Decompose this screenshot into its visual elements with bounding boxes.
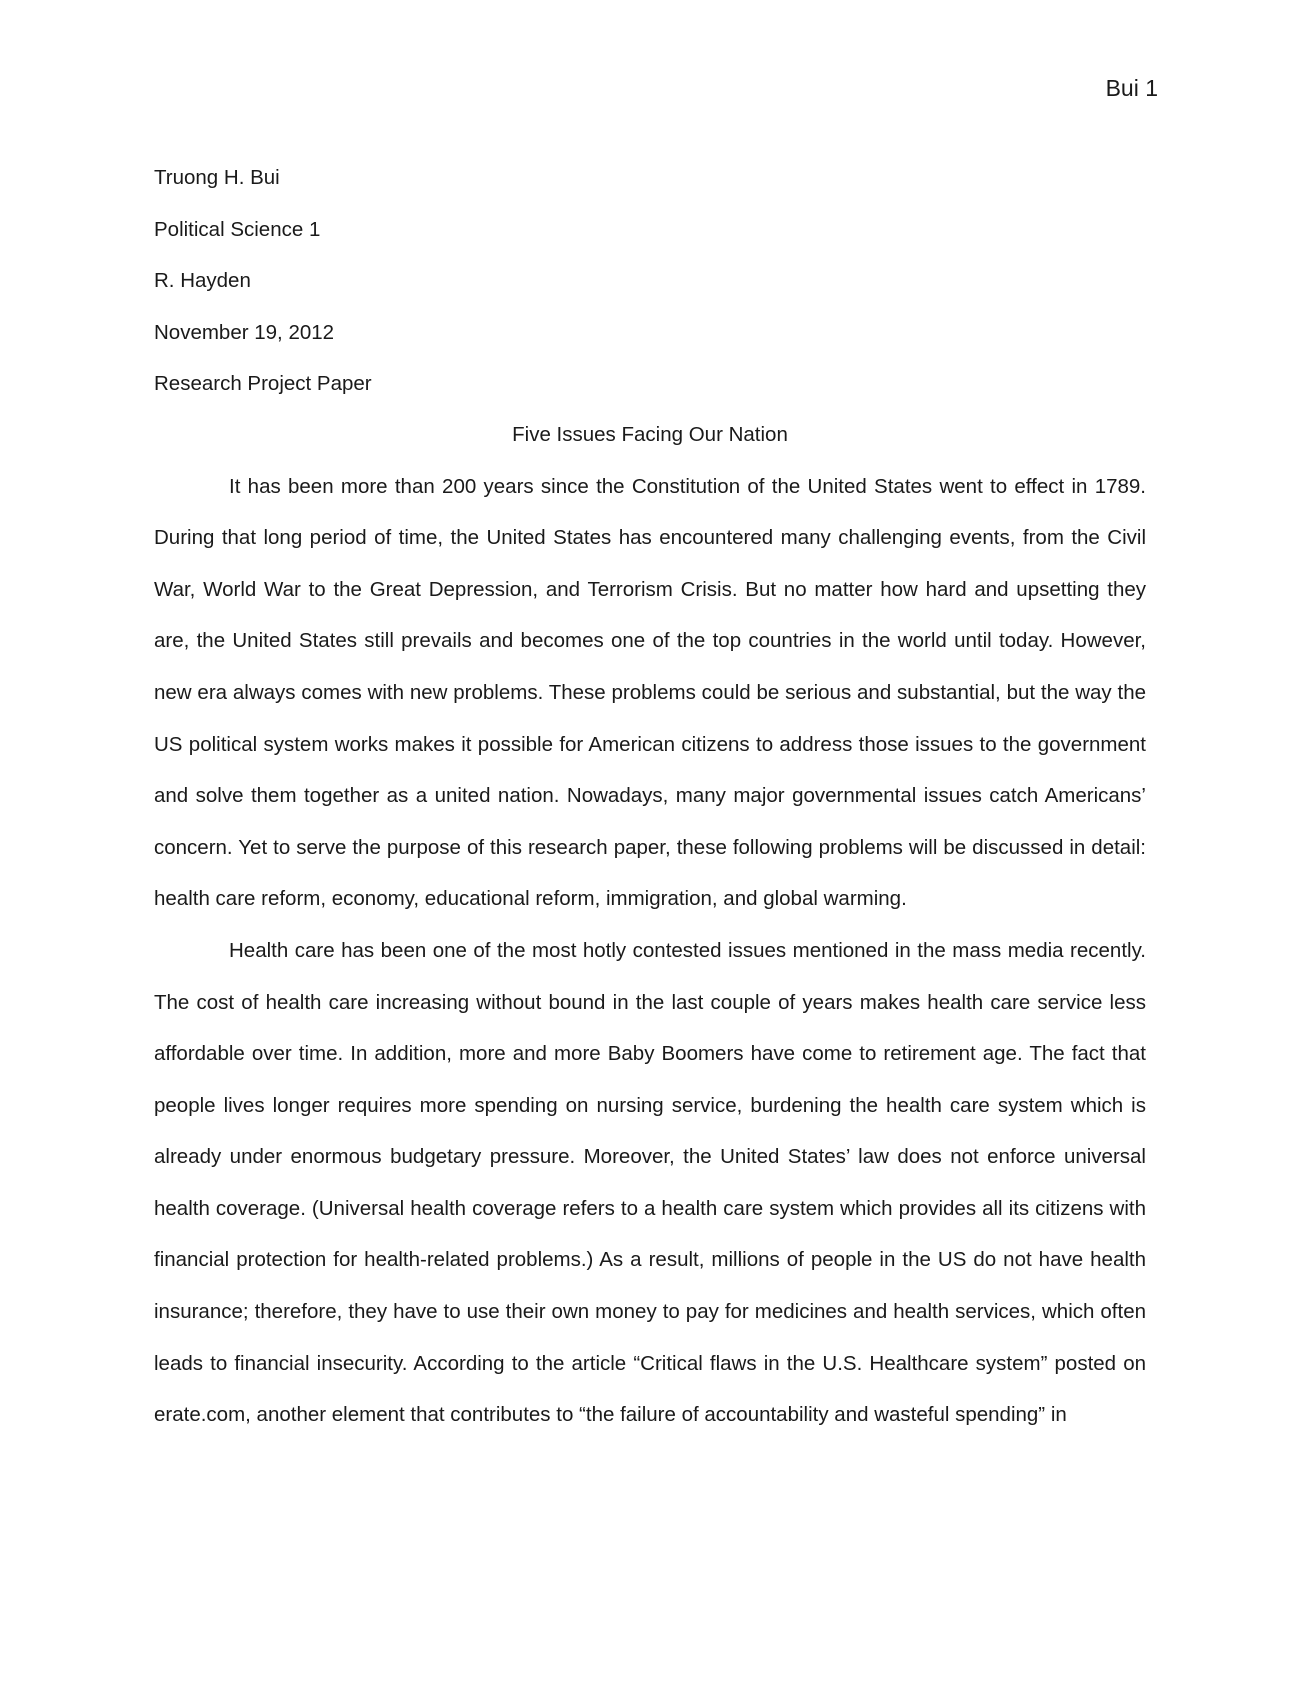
author-name: Truong H. Bui xyxy=(154,166,280,189)
date: November 19, 2012 xyxy=(154,320,335,344)
document-body xyxy=(154,152,1146,1441)
paragraph-health-care: Health care has been one of the most hotly contested issues mentioned in the mass media recently. The cost of health care increasing without bound in the last couple of years makes health care service less affordable over time. In addition, more and more Baby Boomers have come to retirement age. The fact that people lives longer requires more spending on nursing service, burdening the health care system which is already under enormous budgetary pressure. Moreover, the United States’ law does not enforce universal health coverage. (Universal health coverage refers to a health care system which provides all its citizens with financial protection for health-related problems.) As a result, millions of people in the US do not have health insurance; therefore, they have to use their own money to pay for medicines and health services, which often leads to financial insecurity. According to the article “Critical flaws in the U.S. Healthcare system” posted on erate.com, another element that contributes to “the failure of accountability and wasteful spending” in xyxy=(154,938,1146,1427)
running-header-page-number: Bui 1 xyxy=(1105,75,1158,101)
paragraph-introduction: It has been more than 200 years since the Constitution of the United States went to effect in 1789. During that long period of time, the United States has encountered many challenging events, from the Civil War, World War to the Great Depression, and Terrorism Crisis. But no matter how hard and upsetting they are, the United States still prevails and becomes one of the top countries in the world until today. However, new era always comes with new problems. These problems could be serious and substantial, but the way the US political system works makes it possible for American citizens to address those issues to the government and solve them together as a united nation. Nowadays, many major governmental issues catch Americans’ concern. Yet to serve the purpose of this research paper, these following problems will be discussed in detail: health care reform, economy, educational reform, immigration, and global warming. xyxy=(154,474,1146,911)
instructor-name: R. Hayden xyxy=(154,269,251,293)
paper-title: Five Issues Facing Our Nation xyxy=(512,422,788,446)
course-name: Political Science 1 xyxy=(154,217,321,241)
assignment-name: Research Project Paper xyxy=(154,372,372,396)
